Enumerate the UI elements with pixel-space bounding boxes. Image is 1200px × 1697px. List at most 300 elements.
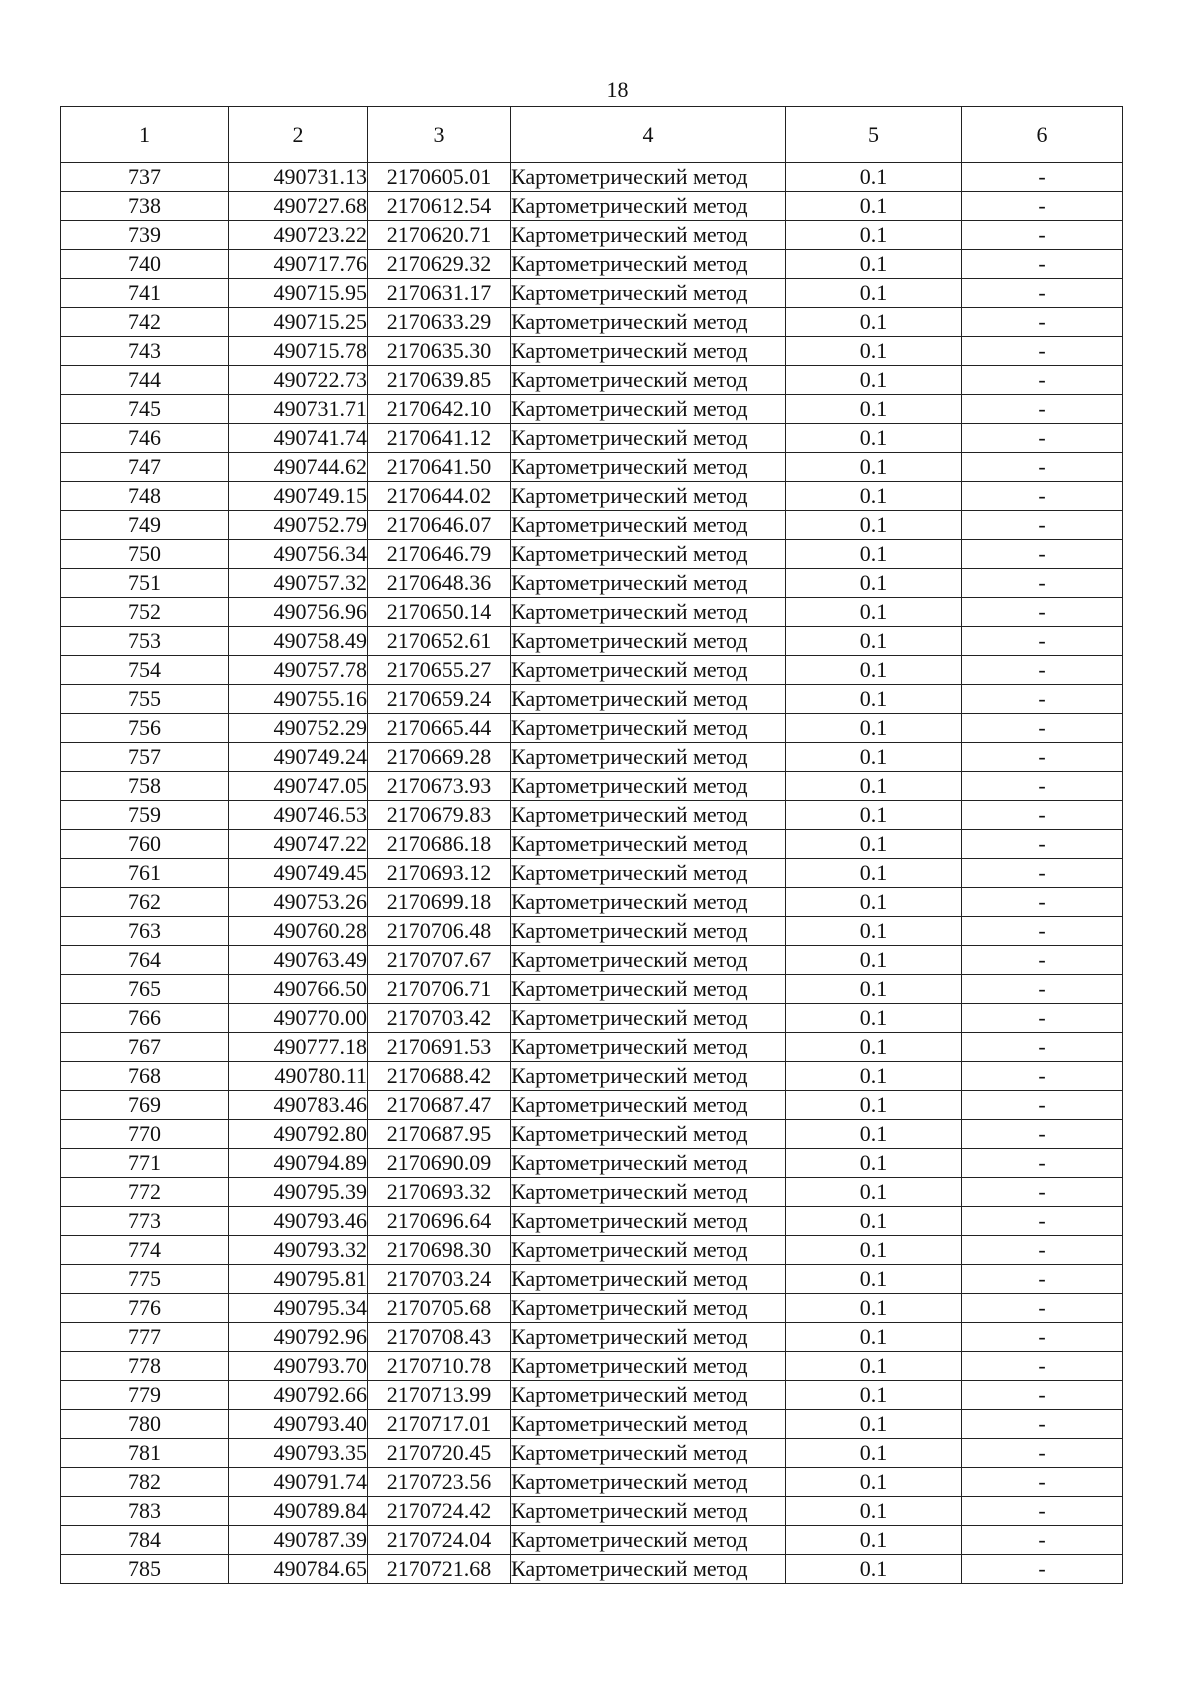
table-row xyxy=(61,1468,1123,1497)
note-cell: - xyxy=(962,482,1123,511)
point-number-cell: 766 xyxy=(61,1004,229,1033)
method-cell: Картометрический метод xyxy=(511,1323,786,1352)
table-row xyxy=(61,1294,1123,1323)
x-coordinate-cell: 490731.13 xyxy=(229,163,368,192)
note-cell: - xyxy=(962,801,1123,830)
table-row xyxy=(61,1497,1123,1526)
accuracy-cell: 0.1 xyxy=(786,1091,962,1120)
method-cell: Картометрический метод xyxy=(511,627,786,656)
point-number-cell: 782 xyxy=(61,1468,229,1497)
point-number-cell: 779 xyxy=(61,1381,229,1410)
y-coordinate-cell: 2170635.30 xyxy=(368,337,511,366)
y-coordinate-cell: 2170707.67 xyxy=(368,946,511,975)
table-row xyxy=(61,1323,1123,1352)
table-row xyxy=(61,1381,1123,1410)
note-cell: - xyxy=(962,1352,1123,1381)
accuracy-cell: 0.1 xyxy=(786,569,962,598)
note-cell: - xyxy=(962,569,1123,598)
x-coordinate-cell: 490752.79 xyxy=(229,511,368,540)
y-coordinate-cell: 2170673.93 xyxy=(368,772,511,801)
point-number-cell: 749 xyxy=(61,511,229,540)
note-cell: - xyxy=(962,453,1123,482)
table-row xyxy=(61,1062,1123,1091)
x-coordinate-cell: 490723.22 xyxy=(229,221,368,250)
table-row xyxy=(61,946,1123,975)
method-cell: Картометрический метод xyxy=(511,540,786,569)
y-coordinate-cell: 2170669.28 xyxy=(368,743,511,772)
note-cell: - xyxy=(962,1062,1123,1091)
accuracy-cell: 0.1 xyxy=(786,250,962,279)
x-coordinate-cell: 490795.34 xyxy=(229,1294,368,1323)
point-number-cell: 769 xyxy=(61,1091,229,1120)
table-row xyxy=(61,685,1123,714)
note-cell: - xyxy=(962,1555,1123,1584)
column-header-4: 4 xyxy=(511,107,786,163)
note-cell: - xyxy=(962,772,1123,801)
method-cell: Картометрический метод xyxy=(511,1178,786,1207)
table-row xyxy=(61,975,1123,1004)
accuracy-cell: 0.1 xyxy=(786,1497,962,1526)
point-number-cell: 748 xyxy=(61,482,229,511)
accuracy-cell: 0.1 xyxy=(786,1294,962,1323)
x-coordinate-cell: 490722.73 xyxy=(229,366,368,395)
note-cell: - xyxy=(962,888,1123,917)
coordinates-table xyxy=(60,106,1123,1584)
y-coordinate-cell: 2170720.45 xyxy=(368,1439,511,1468)
note-cell: - xyxy=(962,1526,1123,1555)
method-cell: Картометрический метод xyxy=(511,1352,786,1381)
method-cell: Картометрический метод xyxy=(511,801,786,830)
note-cell: - xyxy=(962,1033,1123,1062)
table-row xyxy=(61,221,1123,250)
note-cell: - xyxy=(962,1323,1123,1352)
note-cell: - xyxy=(962,1381,1123,1410)
x-coordinate-cell: 490780.11 xyxy=(229,1062,368,1091)
note-cell: - xyxy=(962,511,1123,540)
method-cell: Картометрический метод xyxy=(511,1033,786,1062)
x-coordinate-cell: 490763.49 xyxy=(229,946,368,975)
note-cell: - xyxy=(962,1207,1123,1236)
table-row xyxy=(61,1004,1123,1033)
accuracy-cell: 0.1 xyxy=(786,192,962,221)
y-coordinate-cell: 2170641.12 xyxy=(368,424,511,453)
y-coordinate-cell: 2170687.95 xyxy=(368,1120,511,1149)
y-coordinate-cell: 2170693.32 xyxy=(368,1178,511,1207)
accuracy-cell: 0.1 xyxy=(786,1468,962,1497)
table-row xyxy=(61,1265,1123,1294)
accuracy-cell: 0.1 xyxy=(786,830,962,859)
accuracy-cell: 0.1 xyxy=(786,714,962,743)
accuracy-cell: 0.1 xyxy=(786,685,962,714)
accuracy-cell: 0.1 xyxy=(786,801,962,830)
method-cell: Картометрический метод xyxy=(511,511,786,540)
point-number-cell: 765 xyxy=(61,975,229,1004)
accuracy-cell: 0.1 xyxy=(786,1555,962,1584)
x-coordinate-cell: 490755.16 xyxy=(229,685,368,714)
y-coordinate-cell: 2170679.83 xyxy=(368,801,511,830)
table-row xyxy=(61,540,1123,569)
point-number-cell: 747 xyxy=(61,453,229,482)
note-cell: - xyxy=(962,540,1123,569)
column-header-1: 1 xyxy=(61,107,229,163)
accuracy-cell: 0.1 xyxy=(786,221,962,250)
accuracy-cell: 0.1 xyxy=(786,1004,962,1033)
x-coordinate-cell: 490749.45 xyxy=(229,859,368,888)
table-row xyxy=(61,627,1123,656)
y-coordinate-cell: 2170703.42 xyxy=(368,1004,511,1033)
method-cell: Картометрический метод xyxy=(511,308,786,337)
y-coordinate-cell: 2170690.09 xyxy=(368,1149,511,1178)
x-coordinate-cell: 490795.39 xyxy=(229,1178,368,1207)
point-number-cell: 785 xyxy=(61,1555,229,1584)
point-number-cell: 773 xyxy=(61,1207,229,1236)
x-coordinate-cell: 490793.70 xyxy=(229,1352,368,1381)
accuracy-cell: 0.1 xyxy=(786,337,962,366)
note-cell: - xyxy=(962,1439,1123,1468)
table-row xyxy=(61,1091,1123,1120)
accuracy-cell: 0.1 xyxy=(786,1120,962,1149)
table-body xyxy=(61,163,1123,1584)
point-number-cell: 745 xyxy=(61,395,229,424)
y-coordinate-cell: 2170713.99 xyxy=(368,1381,511,1410)
x-coordinate-cell: 490744.62 xyxy=(229,453,368,482)
y-coordinate-cell: 2170724.04 xyxy=(368,1526,511,1555)
method-cell: Картометрический метод xyxy=(511,859,786,888)
note-cell: - xyxy=(962,163,1123,192)
method-cell: Картометрический метод xyxy=(511,743,786,772)
x-coordinate-cell: 490784.65 xyxy=(229,1555,368,1584)
note-cell: - xyxy=(962,714,1123,743)
x-coordinate-cell: 490793.40 xyxy=(229,1410,368,1439)
point-number-cell: 772 xyxy=(61,1178,229,1207)
table-row xyxy=(61,656,1123,685)
y-coordinate-cell: 2170641.50 xyxy=(368,453,511,482)
x-coordinate-cell: 490787.39 xyxy=(229,1526,368,1555)
point-number-cell: 774 xyxy=(61,1236,229,1265)
point-number-cell: 738 xyxy=(61,192,229,221)
method-cell: Картометрический метод xyxy=(511,917,786,946)
table-row xyxy=(61,569,1123,598)
column-header-2: 2 xyxy=(229,107,368,163)
x-coordinate-cell: 490792.80 xyxy=(229,1120,368,1149)
point-number-cell: 767 xyxy=(61,1033,229,1062)
accuracy-cell: 0.1 xyxy=(786,1265,962,1294)
point-number-cell: 768 xyxy=(61,1062,229,1091)
accuracy-cell: 0.1 xyxy=(786,1062,962,1091)
table-row xyxy=(61,859,1123,888)
y-coordinate-cell: 2170655.27 xyxy=(368,656,511,685)
table-row xyxy=(61,917,1123,946)
method-cell: Картометрический метод xyxy=(511,1265,786,1294)
y-coordinate-cell: 2170693.12 xyxy=(368,859,511,888)
point-number-cell: 752 xyxy=(61,598,229,627)
point-number-cell: 741 xyxy=(61,279,229,308)
note-cell: - xyxy=(962,830,1123,859)
y-coordinate-cell: 2170605.01 xyxy=(368,163,511,192)
point-number-cell: 760 xyxy=(61,830,229,859)
accuracy-cell: 0.1 xyxy=(786,453,962,482)
table-row xyxy=(61,337,1123,366)
x-coordinate-cell: 490753.26 xyxy=(229,888,368,917)
point-number-cell: 740 xyxy=(61,250,229,279)
method-cell: Картометрический метод xyxy=(511,1236,786,1265)
table-row xyxy=(61,1236,1123,1265)
note-cell: - xyxy=(962,337,1123,366)
y-coordinate-cell: 2170691.53 xyxy=(368,1033,511,1062)
point-number-cell: 776 xyxy=(61,1294,229,1323)
method-cell: Картометрический метод xyxy=(511,337,786,366)
accuracy-cell: 0.1 xyxy=(786,395,962,424)
table-row xyxy=(61,772,1123,801)
x-coordinate-cell: 490715.95 xyxy=(229,279,368,308)
note-cell: - xyxy=(962,656,1123,685)
note-cell: - xyxy=(962,1004,1123,1033)
note-cell: - xyxy=(962,308,1123,337)
y-coordinate-cell: 2170703.24 xyxy=(368,1265,511,1294)
table-row xyxy=(61,1120,1123,1149)
point-number-cell: 763 xyxy=(61,917,229,946)
point-number-cell: 781 xyxy=(61,1439,229,1468)
x-coordinate-cell: 490746.53 xyxy=(229,801,368,830)
table-row xyxy=(61,1149,1123,1178)
table-row xyxy=(61,250,1123,279)
y-coordinate-cell: 2170706.48 xyxy=(368,917,511,946)
method-cell: Картометрический метод xyxy=(511,453,786,482)
y-coordinate-cell: 2170698.30 xyxy=(368,1236,511,1265)
note-cell: - xyxy=(962,250,1123,279)
table-row xyxy=(61,830,1123,859)
y-coordinate-cell: 2170639.85 xyxy=(368,366,511,395)
x-coordinate-cell: 490715.25 xyxy=(229,308,368,337)
accuracy-cell: 0.1 xyxy=(786,859,962,888)
accuracy-cell: 0.1 xyxy=(786,1178,962,1207)
x-coordinate-cell: 490792.96 xyxy=(229,1323,368,1352)
method-cell: Картометрический метод xyxy=(511,163,786,192)
y-coordinate-cell: 2170723.56 xyxy=(368,1468,511,1497)
point-number-cell: 761 xyxy=(61,859,229,888)
note-cell: - xyxy=(962,1294,1123,1323)
y-coordinate-cell: 2170721.68 xyxy=(368,1555,511,1584)
x-coordinate-cell: 490747.05 xyxy=(229,772,368,801)
accuracy-cell: 0.1 xyxy=(786,656,962,685)
method-cell: Картометрический метод xyxy=(511,482,786,511)
y-coordinate-cell: 2170629.32 xyxy=(368,250,511,279)
method-cell: Картометрический метод xyxy=(511,1555,786,1584)
method-cell: Картометрический метод xyxy=(511,279,786,308)
method-cell: Картометрический метод xyxy=(511,250,786,279)
x-coordinate-cell: 490793.46 xyxy=(229,1207,368,1236)
point-number-cell: 742 xyxy=(61,308,229,337)
point-number-cell: 739 xyxy=(61,221,229,250)
accuracy-cell: 0.1 xyxy=(786,1236,962,1265)
note-cell: - xyxy=(962,1120,1123,1149)
y-coordinate-cell: 2170688.42 xyxy=(368,1062,511,1091)
method-cell: Картометрический метод xyxy=(511,772,786,801)
table-row xyxy=(61,1352,1123,1381)
x-coordinate-cell: 490747.22 xyxy=(229,830,368,859)
method-cell: Картометрический метод xyxy=(511,1149,786,1178)
note-cell: - xyxy=(962,192,1123,221)
note-cell: - xyxy=(962,1236,1123,1265)
accuracy-cell: 0.1 xyxy=(786,366,962,395)
y-coordinate-cell: 2170612.54 xyxy=(368,192,511,221)
note-cell: - xyxy=(962,1149,1123,1178)
table-row xyxy=(61,192,1123,221)
method-cell: Картометрический метод xyxy=(511,1062,786,1091)
accuracy-cell: 0.1 xyxy=(786,1149,962,1178)
method-cell: Картометрический метод xyxy=(511,656,786,685)
point-number-cell: 756 xyxy=(61,714,229,743)
y-coordinate-cell: 2170710.78 xyxy=(368,1352,511,1381)
point-number-cell: 759 xyxy=(61,801,229,830)
point-number-cell: 778 xyxy=(61,1352,229,1381)
point-number-cell: 783 xyxy=(61,1497,229,1526)
table-row xyxy=(61,714,1123,743)
y-coordinate-cell: 2170659.24 xyxy=(368,685,511,714)
note-cell: - xyxy=(962,598,1123,627)
x-coordinate-cell: 490795.81 xyxy=(229,1265,368,1294)
point-number-cell: 737 xyxy=(61,163,229,192)
y-coordinate-cell: 2170708.43 xyxy=(368,1323,511,1352)
table-row xyxy=(61,424,1123,453)
method-cell: Картометрический метод xyxy=(511,569,786,598)
note-cell: - xyxy=(962,627,1123,656)
accuracy-cell: 0.1 xyxy=(786,627,962,656)
point-number-cell: 757 xyxy=(61,743,229,772)
table-row xyxy=(61,1178,1123,1207)
note-cell: - xyxy=(962,1178,1123,1207)
note-cell: - xyxy=(962,279,1123,308)
table-row xyxy=(61,366,1123,395)
x-coordinate-cell: 490752.29 xyxy=(229,714,368,743)
x-coordinate-cell: 490794.89 xyxy=(229,1149,368,1178)
table-row xyxy=(61,1207,1123,1236)
table-row xyxy=(61,1410,1123,1439)
table-row xyxy=(61,308,1123,337)
y-coordinate-cell: 2170631.17 xyxy=(368,279,511,308)
note-cell: - xyxy=(962,917,1123,946)
point-number-cell: 780 xyxy=(61,1410,229,1439)
method-cell: Картометрический метод xyxy=(511,366,786,395)
table-row xyxy=(61,1439,1123,1468)
table-row xyxy=(61,743,1123,772)
note-cell: - xyxy=(962,1410,1123,1439)
method-cell: Картометрический метод xyxy=(511,830,786,859)
table-row xyxy=(61,1033,1123,1062)
note-cell: - xyxy=(962,1468,1123,1497)
method-cell: Картометрический метод xyxy=(511,946,786,975)
point-number-cell: 754 xyxy=(61,656,229,685)
accuracy-cell: 0.1 xyxy=(786,772,962,801)
point-number-cell: 770 xyxy=(61,1120,229,1149)
accuracy-cell: 0.1 xyxy=(786,279,962,308)
note-cell: - xyxy=(962,975,1123,1004)
accuracy-cell: 0.1 xyxy=(786,1381,962,1410)
point-number-cell: 743 xyxy=(61,337,229,366)
y-coordinate-cell: 2170686.18 xyxy=(368,830,511,859)
x-coordinate-cell: 490717.76 xyxy=(229,250,368,279)
note-cell: - xyxy=(962,395,1123,424)
y-coordinate-cell: 2170699.18 xyxy=(368,888,511,917)
accuracy-cell: 0.1 xyxy=(786,424,962,453)
y-coordinate-cell: 2170696.64 xyxy=(368,1207,511,1236)
accuracy-cell: 0.1 xyxy=(786,540,962,569)
accuracy-cell: 0.1 xyxy=(786,1323,962,1352)
note-cell: - xyxy=(962,221,1123,250)
method-cell: Картометрический метод xyxy=(511,424,786,453)
note-cell: - xyxy=(962,1497,1123,1526)
method-cell: Картометрический метод xyxy=(511,1091,786,1120)
y-coordinate-cell: 2170717.01 xyxy=(368,1410,511,1439)
y-coordinate-cell: 2170648.36 xyxy=(368,569,511,598)
y-coordinate-cell: 2170646.79 xyxy=(368,540,511,569)
y-coordinate-cell: 2170642.10 xyxy=(368,395,511,424)
x-coordinate-cell: 490792.66 xyxy=(229,1381,368,1410)
note-cell: - xyxy=(962,743,1123,772)
note-cell: - xyxy=(962,685,1123,714)
y-coordinate-cell: 2170633.29 xyxy=(368,308,511,337)
method-cell: Картометрический метод xyxy=(511,1439,786,1468)
x-coordinate-cell: 490756.34 xyxy=(229,540,368,569)
accuracy-cell: 0.1 xyxy=(786,743,962,772)
y-coordinate-cell: 2170706.71 xyxy=(368,975,511,1004)
accuracy-cell: 0.1 xyxy=(786,482,962,511)
method-cell: Картометрический метод xyxy=(511,1497,786,1526)
column-header-3: 3 xyxy=(368,107,511,163)
note-cell: - xyxy=(962,1091,1123,1120)
note-cell: - xyxy=(962,366,1123,395)
method-cell: Картометрический метод xyxy=(511,395,786,424)
table-row xyxy=(61,511,1123,540)
table-row xyxy=(61,482,1123,511)
y-coordinate-cell: 2170705.68 xyxy=(368,1294,511,1323)
y-coordinate-cell: 2170652.61 xyxy=(368,627,511,656)
accuracy-cell: 0.1 xyxy=(786,1033,962,1062)
method-cell: Картометрический метод xyxy=(511,1526,786,1555)
column-header-6: 6 xyxy=(962,107,1123,163)
y-coordinate-cell: 2170724.42 xyxy=(368,1497,511,1526)
x-coordinate-cell: 490793.32 xyxy=(229,1236,368,1265)
x-coordinate-cell: 490757.32 xyxy=(229,569,368,598)
column-header-5: 5 xyxy=(786,107,962,163)
method-cell: Картометрический метод xyxy=(511,598,786,627)
method-cell: Картометрический метод xyxy=(511,888,786,917)
table-row xyxy=(61,1526,1123,1555)
x-coordinate-cell: 490758.49 xyxy=(229,627,368,656)
y-coordinate-cell: 2170646.07 xyxy=(368,511,511,540)
point-number-cell: 753 xyxy=(61,627,229,656)
accuracy-cell: 0.1 xyxy=(786,888,962,917)
point-number-cell: 775 xyxy=(61,1265,229,1294)
table-row xyxy=(61,888,1123,917)
x-coordinate-cell: 490756.96 xyxy=(229,598,368,627)
note-cell: - xyxy=(962,859,1123,888)
point-number-cell: 744 xyxy=(61,366,229,395)
accuracy-cell: 0.1 xyxy=(786,1207,962,1236)
point-number-cell: 771 xyxy=(61,1149,229,1178)
y-coordinate-cell: 2170644.02 xyxy=(368,482,511,511)
method-cell: Картометрический метод xyxy=(511,975,786,1004)
table-header xyxy=(61,107,1123,163)
y-coordinate-cell: 2170687.47 xyxy=(368,1091,511,1120)
y-coordinate-cell: 2170665.44 xyxy=(368,714,511,743)
method-cell: Картометрический метод xyxy=(511,685,786,714)
table-row xyxy=(61,163,1123,192)
x-coordinate-cell: 490741.74 xyxy=(229,424,368,453)
table-row xyxy=(61,1555,1123,1584)
point-number-cell: 764 xyxy=(61,946,229,975)
x-coordinate-cell: 490749.24 xyxy=(229,743,368,772)
